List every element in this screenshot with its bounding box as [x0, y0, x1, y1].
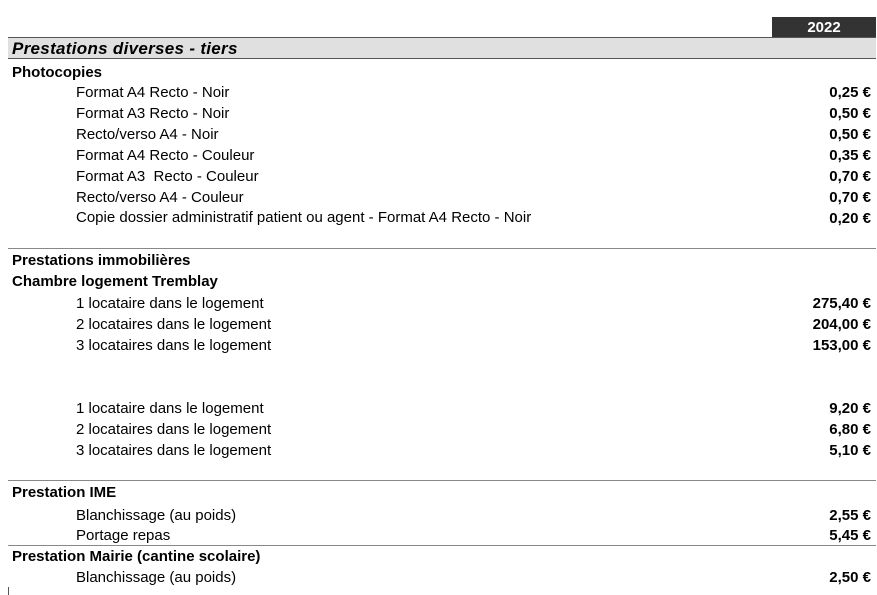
list-item-price: 0,70 € — [829, 189, 871, 206]
list-item-label: Recto/verso A4 - Noir — [76, 126, 219, 143]
list-item-label: 2 locataires dans le logement — [76, 316, 272, 333]
list-item-label: 1 locataire dans le logement — [76, 295, 264, 312]
list-item-price: 0,20 € — [829, 210, 871, 227]
list-item-label: 1 locataire dans le logement — [76, 400, 264, 417]
list-item-price: 0,35 € — [829, 147, 871, 164]
list-item-price: 0,25 € — [829, 84, 871, 101]
list-item-price: 275,40 € — [812, 295, 871, 312]
list-item-label: Portage repas — [76, 527, 171, 544]
list-item-price: 0,50 € — [829, 105, 871, 122]
list-item-price: 2,55 € — [829, 507, 871, 524]
section-divider — [8, 480, 876, 481]
list-item-label: Blanchissage (au poids) — [76, 507, 237, 524]
list-item-price: 153,00 € — [812, 337, 871, 354]
list-item-label: 3 locataires dans le logement — [76, 442, 272, 459]
list-item-label: Blanchissage (au poids) — [76, 569, 237, 586]
year-header: 2022 — [772, 17, 876, 37]
subsection-heading-tremblay: Chambre logement Tremblay — [12, 273, 218, 290]
list-item-label: Recto/verso A4 - Couleur — [76, 189, 244, 206]
list-item-label: Copie dossier administratif patient ou agent - Format A4 Recto - Noir — [76, 209, 532, 226]
section-divider — [8, 545, 876, 546]
list-item-label: Format A4 Recto - Couleur — [76, 147, 255, 164]
list-item-price: 0,70 € — [829, 168, 871, 185]
page-title-bar — [8, 37, 876, 59]
section-heading-ime: Prestation IME — [12, 484, 117, 501]
section-heading-mairie: Prestation Mairie (cantine scolaire) — [12, 548, 261, 565]
list-item-label: Format A3 Recto - Noir — [76, 105, 230, 122]
list-item-price: 0,50 € — [829, 126, 871, 143]
list-item-price: 2,50 € — [829, 569, 871, 586]
section-divider — [8, 248, 876, 249]
list-item-label: 3 locataires dans le logement — [76, 337, 272, 354]
page-title: Prestations diverses - tiers — [12, 39, 238, 58]
list-item-label: Format A4 Recto - Noir — [76, 84, 230, 101]
section-heading-immobilier: Prestations immobilières — [12, 252, 191, 269]
list-item-label: Format A3 Recto - Couleur — [76, 168, 259, 185]
list-item-price: 5,10 € — [829, 442, 871, 459]
column-edge-marker — [8, 587, 9, 595]
section-heading-photocopies: Photocopies — [12, 64, 103, 81]
list-item-price: 5,45 € — [829, 527, 871, 544]
list-item-price: 6,80 € — [829, 421, 871, 438]
list-item-price: 204,00 € — [812, 316, 871, 333]
list-item-price: 9,20 € — [829, 400, 871, 417]
list-item-label: 2 locataires dans le logement — [76, 421, 272, 438]
